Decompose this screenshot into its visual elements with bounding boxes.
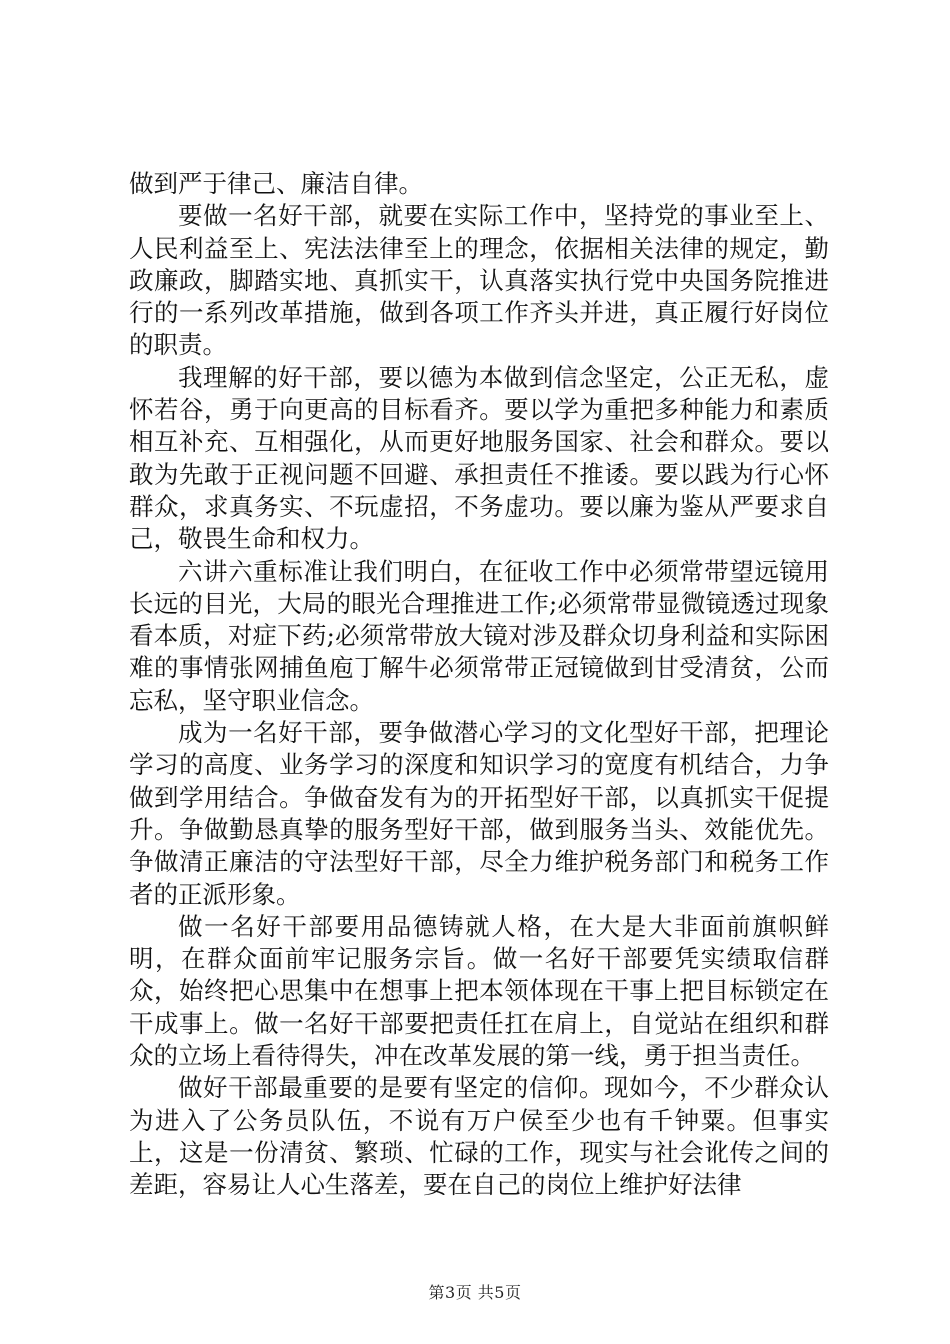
document-body: [129, 168, 829, 1202]
paragraph-6: 做一名好干部要用品德铸就人格，在大是大非面前旗帜鲜明，在群众面前牢记服务宗旨。做一名好干部要凭实绩取信群众，始终把心思集中在想事上把本领体现在干事上把目标锁定在干成事上。做一名好干部要把责任扛在肩上，自觉站在组织和群众的立场上看待得失，冲在改革发展的第一线，勇于担当责任。: [129, 911, 829, 1071]
paragraph-4: 六讲六重标准让我们明白，在征收工作中必须常带望远镜用长远的目光，大局的眼光合理推进工作;必须常带显微镜透过现象看本质，对症下药;必须常带放大镜对涉及群众切身利益和实际困难的事情张网捕鱼庖丁解牛必须常带正冠镜做到甘受清贫，公而忘私，坚守职业信念。: [129, 556, 829, 715]
paragraph-7: 做好干部最重要的是要有坚定的信仰。现如今，不少群众认为进入了公务员队伍，不说有万户侯至少也有千钟粟。但事实上，这是一份清贫、繁琐、忙碌的工作，现实与社会讹传之间的差距，容易让人心生落差，要在自己的岗位上维护好法律: [129, 1073, 829, 1200]
page-number-footer: 第3页 共5页: [428, 1283, 522, 1302]
paragraph-1: 做到严于律己、廉洁自律。: [129, 169, 423, 198]
paragraph-2: 要做一名好干部，就要在实际工作中，坚持党的事业至上、人民利益至上、宪法法律至上的理念，依据相关法律的规定，勤政廉政，脚踏实地、真抓实干，认真落实执行党中央国务院推进行的一系列改革措施，做到各项工作齐头并进，真正履行好岗位的职责。: [129, 201, 829, 360]
paragraph-3: 我理解的好干部，要以德为本做到信念坚定，公正无私，虚怀若谷，勇于向更高的目标看齐。要以学为重把多种能力和素质相互补充、互相强化，从而更好地服务国家、社会和群众。要以敢为先敢于正视问题不回避、承担责任不推诿。要以践为行心怀群众，求真务实、不玩虚招，不务虚功。要以廉为鉴从严要求自己，敬畏生命和权力。: [129, 362, 829, 554]
paragraph-5: 成为一名好干部，要争做潜心学习的文化型好干部，把理论学习的高度、业务学习的深度和知识学习的宽度有机结合，力争做到学用结合。争做奋发有为的开拓型好干部，以真抓实干促提升。争做勤恳真挚的服务型好干部，做到服务当头、效能优先。争做清正廉洁的守法型好干部，尽全力维护税务部门和税务工作者的正派形象。: [129, 718, 829, 909]
